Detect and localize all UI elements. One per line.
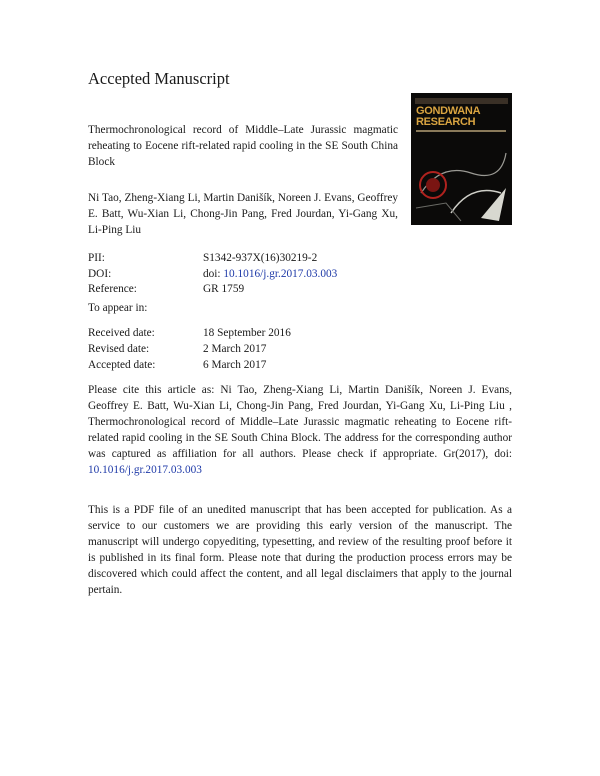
doi-prefix: doi: [203, 268, 224, 280]
citation-paragraph [88, 382, 512, 478]
accepted-label: Accepted date: [88, 359, 156, 371]
to-appear-label: To appear in: [88, 302, 148, 314]
pii-label: PII: [88, 252, 105, 264]
citation-text: Please cite this article as: Ni Tao, Zheng-Xiang Li, Martin Danišík, Noreen J. Evans, Geoffrey E. Batt, Wu-Xian Li, Chong-Jin Pang, Fred Jourdan, Yi-Gang Xu, Li-Ping Liu , Thermochronological record of Middle–Late Jurassic magmatic reheating to Eocene rift-related rapid cooling in the SE South China Block. The address for the corresponding author was captured as affiliation for all authors. Please check if appropriate. Gr(2017), doi: [88, 384, 512, 460]
page-header: Accepted Manuscript [88, 69, 230, 88]
pii-row [88, 250, 317, 266]
revised-row [88, 341, 266, 357]
citation-doi-link[interactable]: 10.1016/j.gr.2017.03.003 [88, 464, 202, 476]
doi-row [88, 266, 337, 282]
cover-divider [416, 130, 506, 132]
doi-label: DOI: [88, 268, 112, 280]
cover-band [415, 98, 508, 104]
received-row [88, 325, 291, 341]
revised-label: Revised date: [88, 343, 150, 355]
accepted-row [88, 357, 266, 373]
journal-cover-image [411, 93, 512, 225]
cover-journal-line2: RESEARCH [416, 116, 476, 128]
received-value: 18 September 2016 [203, 327, 291, 339]
reference-row [88, 281, 244, 297]
pii-value: S1342-937X(16)30219-2 [203, 252, 318, 264]
doi-link[interactable]: 10.1016/j.gr.2017.03.003 [223, 268, 338, 280]
cover-artwork [411, 133, 512, 225]
disclaimer-paragraph: This is a PDF file of an unedited manuscript that has been accepted for publication. As a service to our customers we are providing this early version of the manuscript. The manuscript will undergo copyediting, typesetting, and review of the resulting proof before it is published in its final form. Please note that during the production process errors may be discovered which could affect the content, and all legal disclaimers that apply to the journal pertain. [88, 504, 512, 596]
accepted-value: 6 March 2017 [203, 359, 267, 371]
cover-journal-line1: GONDWANA [416, 105, 481, 117]
revised-value: 2 March 2017 [203, 343, 267, 355]
article-title: Thermochronological record of Middle–Late Jurassic magmatic reheating to Eocene rift-related rapid cooling in the SE South China Block [88, 124, 398, 168]
reference-value: GR 1759 [203, 283, 245, 295]
received-label: Received date: [88, 327, 155, 339]
reference-label: Reference: [88, 283, 137, 295]
article-authors: Ni Tao, Zheng-Xiang Li, Martin Danišík, Noreen J. Evans, Geoffrey E. Batt, Wu-Xian Li, Chong-Jin Pang, Fred Jourdan, Yi-Gang Xu, Li-Ping Liu [88, 192, 398, 236]
